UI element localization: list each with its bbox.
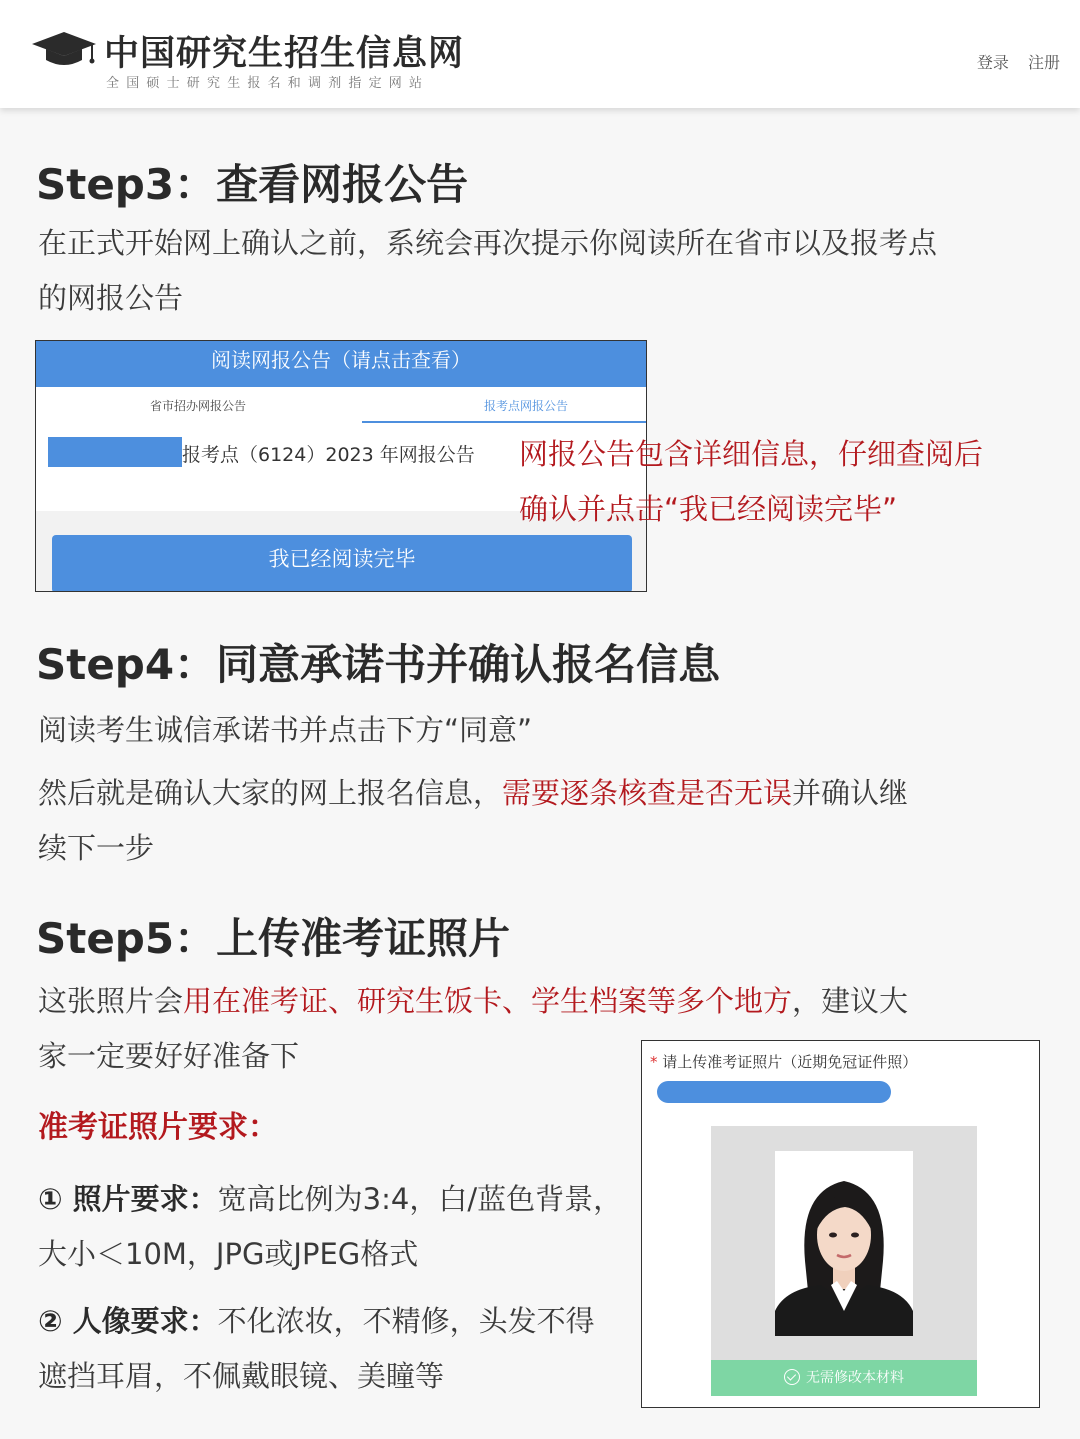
- read-complete-button[interactable]: 我已经阅读完毕: [52, 535, 632, 592]
- requirement-1: [38, 1172, 622, 1227]
- step5-highlight: 用在准考证、研究生饭卡、学生档案等多个地方: [183, 984, 793, 1018]
- id-photo: [775, 1151, 913, 1336]
- step5-text-pre: 这张照片会: [38, 984, 184, 1018]
- step4-text-pre: 然后就是确认大家的网上报名信息，: [38, 776, 503, 810]
- step4-text-line3: 续下一步: [38, 831, 155, 865]
- portrait-illustration: [775, 1151, 913, 1336]
- step5-text-post: ，建议大: [792, 984, 909, 1018]
- required-mark: *: [650, 1053, 658, 1071]
- step4-text-line2: [38, 766, 908, 821]
- requirement-2-label: ② 人像要求：: [38, 1304, 218, 1338]
- tab-site-notice[interactable]: 报考点网报公告: [484, 399, 569, 413]
- upload-status: [711, 1360, 977, 1396]
- notice-link[interactable]: 报考点（6124）2023 年网报公告: [182, 444, 475, 466]
- upload-status-text: 无需修改本材料: [806, 1370, 904, 1386]
- photo-frame: [711, 1126, 977, 1396]
- notice-title-bar: 阅读网报公告（请点击查看）: [36, 341, 646, 387]
- site-subtitle: 全国硕士研究生报名和调剂指定网站: [106, 76, 430, 91]
- step4-heading: Step4：同意承诺书并确认报名信息: [36, 640, 721, 689]
- upload-button[interactable]: [657, 1081, 891, 1103]
- requirements-title: 准考证照片要求：: [38, 1110, 278, 1145]
- step5-text-line1: [38, 974, 908, 1029]
- step3-heading: Step3：查看网报公告: [36, 160, 469, 209]
- step5-text-line2: 家一定要好好准备下: [38, 1039, 300, 1073]
- photo-upload-screenshot: [641, 1040, 1040, 1408]
- callout-line1: 网报公告包含详细信息，仔细查阅后: [519, 437, 984, 471]
- requirement-2: [38, 1294, 595, 1349]
- callout-line2: 确认并点击“我已经阅读完毕”: [519, 492, 898, 526]
- requirement-1-text: 宽高比例为3:4，白/蓝色背景，: [217, 1182, 623, 1216]
- upload-label: [650, 1051, 917, 1072]
- site-title[interactable]: 中国研究生招生信息网: [104, 34, 465, 74]
- login-link[interactable]: 登录: [976, 53, 1009, 72]
- register-link[interactable]: 注册: [1027, 53, 1060, 72]
- step4-text-line1: 阅读考生诚信承诺书并点击下方“同意”: [38, 713, 533, 747]
- redacted-block: [48, 437, 182, 467]
- graduation-cap-icon: [30, 28, 98, 68]
- check-circle-icon: [784, 1369, 800, 1385]
- upload-label-text: 请上传准考证照片（近期免冠证件照）: [662, 1053, 918, 1071]
- tab-province-notice[interactable]: 省市招办网报公告: [150, 399, 247, 413]
- step3-text-line1: 在正式开始网上确认之前，系统会再次提示你阅读所在省市以及报考点: [38, 226, 938, 260]
- active-tab-underline: [362, 421, 647, 423]
- step3-text-line2: 的网报公告: [38, 281, 184, 315]
- requirement-1-line2: 大小＜10M，JPG或JPEG格式: [38, 1237, 419, 1271]
- requirement-2-line2: 遮挡耳眉，不佩戴眼镜、美瞳等: [38, 1359, 445, 1393]
- step4-text-post: 并确认继: [792, 776, 909, 810]
- requirement-1-label: ① 照片要求：: [38, 1182, 218, 1216]
- step4-highlight: 需要逐条核查是否无误: [502, 776, 793, 810]
- site-header: [0, 0, 1080, 108]
- requirement-2-text: 不化浓妆，不精修，头发不得: [217, 1304, 595, 1338]
- step5-heading: Step5：上传准考证照片: [36, 914, 511, 963]
- header-links: [963, 50, 1060, 73]
